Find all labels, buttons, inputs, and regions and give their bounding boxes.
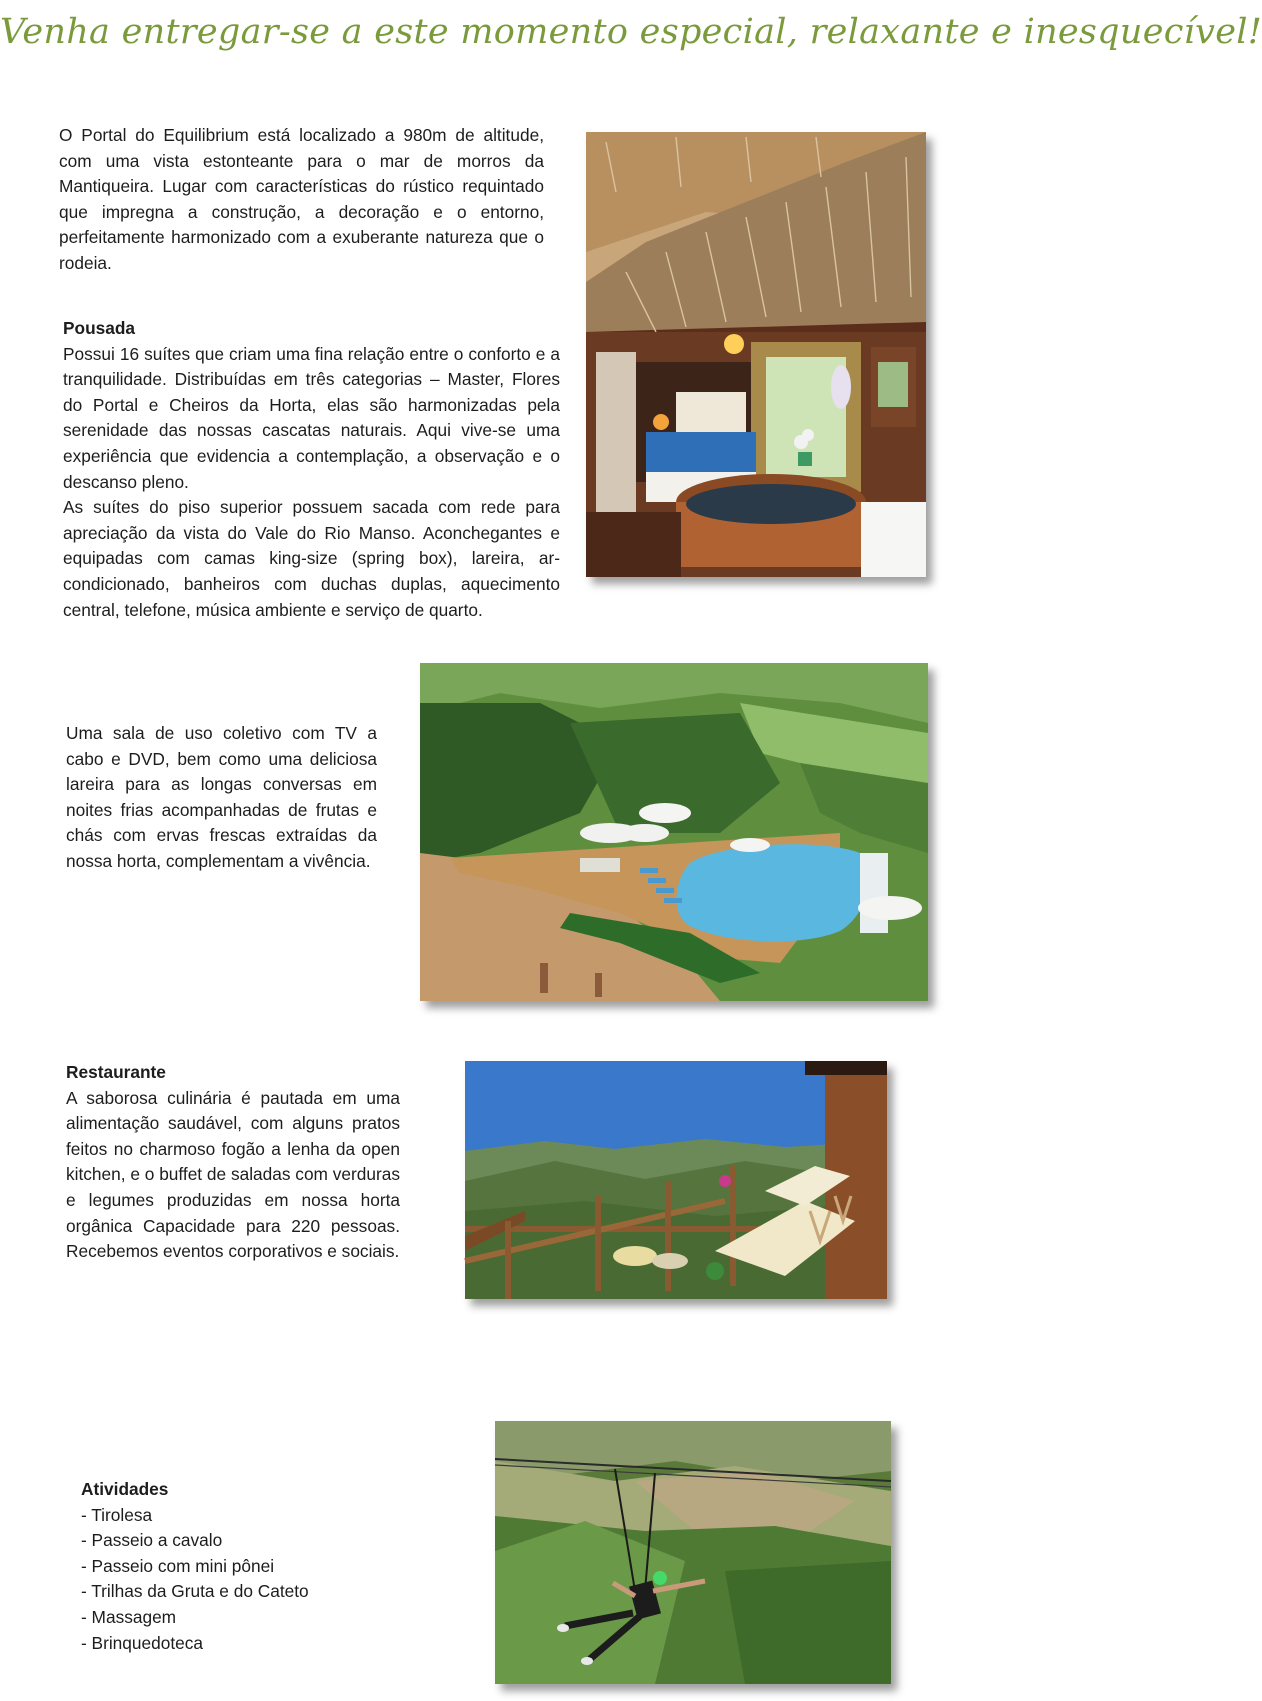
zipline-photo (495, 1421, 891, 1684)
pousada-paragraph-2: As suítes do piso superior possuem sacada com rede para apreciação da vista do Vale do Rio Manso. Aconchegantes e equipadas com camas king-size (spring box), lareira, ar-condicionado, banheiros com duchas duplas, aquecimento central, telefone, música ambiente e serviço de quarto. (63, 497, 560, 620)
atividades-list (81, 1503, 421, 1657)
atividade-item: - Trilhas da Gruta e do Cateto (81, 1581, 309, 1602)
sala-paragraph: Uma sala de uso coletivo com TV a cabo e DVD, bem como uma deliciosa lareira para as longas conversas em noites frias acompanhadas de frutas e chás com ervas frescas extraídas da nossa horta, complementam a vivência. (66, 723, 377, 871)
restaurant-photo (465, 1061, 887, 1299)
pousada-paragraph-1: Possui 16 suítes que criam uma fina relação entre o conforto e a tranquilidade. Distribuídas em três categorias – Master, Flores do Portal e Cheiros da Horta, elas são harmonizadas pela serenidade das nossas cascatas naturais. Aqui vive-se uma experiência que evidencia a contemplação, a observação e o descanso pleno. (63, 343, 560, 492)
restaurante-heading: Restaurante (66, 1062, 166, 1082)
pousada-heading: Pousada (63, 318, 136, 338)
atividade-item: - Passeio a cavalo (81, 1530, 223, 1551)
intro-text (59, 123, 544, 277)
restaurante-paragraph: A saborosa culinária é pautada em uma alimentação saudável, com alguns pratos feitos no charmoso fogão a lenha da open kitchen, e o buffet de saladas com verduras e legumes produzidas em nossa horta orgânica Capacidade para 220 pessoas. Recebemos eventos corporativos e sociais. (66, 1087, 400, 1262)
atividades-section (81, 1477, 421, 1656)
pousada-section (63, 316, 560, 623)
atividade-item: - Massagem (81, 1606, 177, 1627)
page-headline: Venha entregar-se a este momento especial, relaxante e inesquecível! (0, 12, 1262, 52)
intro-paragraph: O Portal do Equilibrium está localizado a 980m de altitude, com uma vista estonteante para o mar de morros da Mantiqueira. Lugar com características do rústico requintado que impregna a construção, a decoração e o entorno, perfeitamente harmonizado com a exuberante natureza que o rodeia. (59, 125, 544, 273)
atividade-item: - Brinquedoteca (81, 1632, 204, 1653)
suite-photo (586, 132, 926, 577)
atividade-item: - Passeio com mini pônei (81, 1555, 275, 1576)
atividade-item: - Tirolesa (81, 1504, 153, 1525)
sala-section (66, 721, 377, 875)
pool-deck-photo (420, 663, 928, 1001)
atividades-heading: Atividades (81, 1479, 169, 1499)
restaurante-section (66, 1060, 400, 1265)
